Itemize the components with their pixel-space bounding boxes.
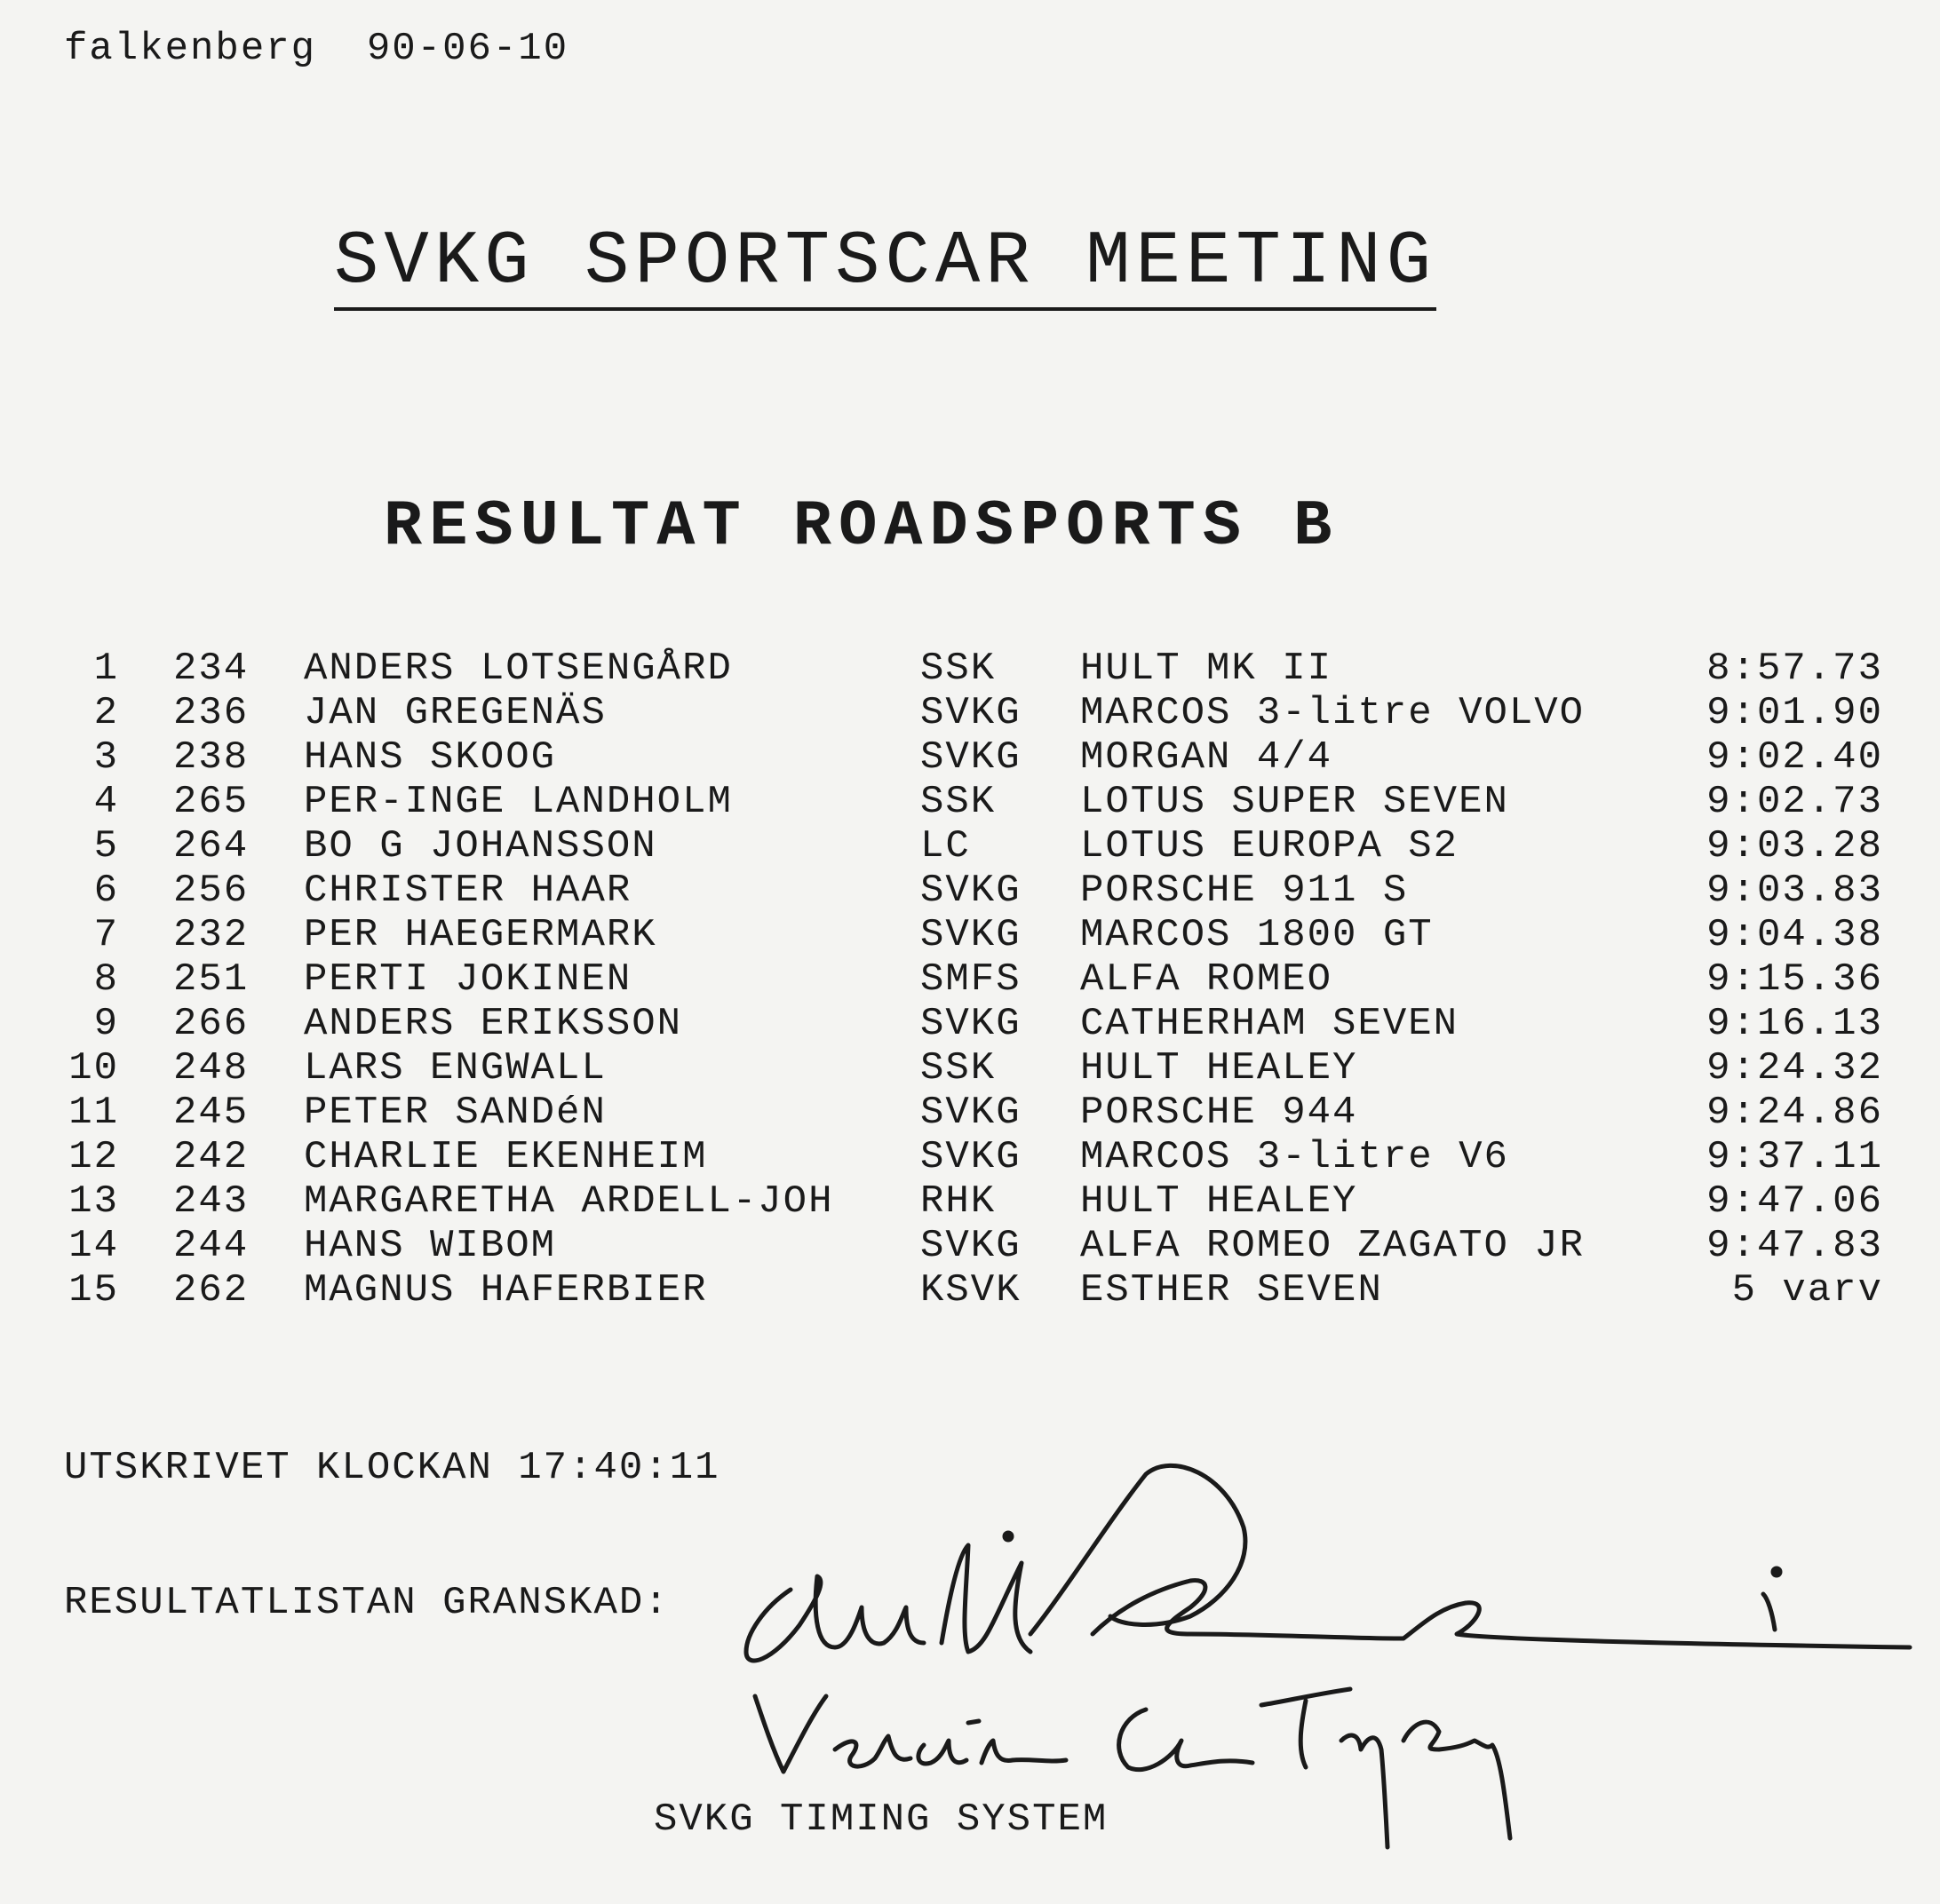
position: 2 (93, 691, 119, 735)
car-model: MORGAN 4/4 (1080, 735, 1333, 780)
lap-time: 9:24.32 (1706, 1046, 1883, 1091)
driver-name: LARS ENGWALL (304, 1046, 607, 1091)
result-row (0, 780, 1940, 824)
position: 8 (93, 957, 119, 1002)
printed-time: UTSKRIVET KLOCKAN 17:40:11 (64, 1446, 720, 1490)
club: KSVK (920, 1268, 1022, 1313)
page-title: SVKG SPORTSCAR MEETING (334, 220, 1436, 311)
club: SSK (920, 780, 997, 824)
location: falkenberg (64, 27, 317, 71)
club: SVKG (920, 735, 1022, 780)
position: 5 (93, 824, 119, 869)
result-row (0, 1046, 1940, 1091)
club: SSK (920, 647, 997, 691)
result-row (0, 1224, 1940, 1268)
lap-time: 9:02.73 (1706, 780, 1883, 824)
driver-name: ANDERS LOTSENGÅRD (304, 647, 733, 691)
position: 6 (93, 869, 119, 913)
car-number: 256 (173, 869, 250, 913)
result-row (0, 1135, 1940, 1179)
result-row (0, 647, 1940, 691)
reviewed-label: RESULTATLISTAN GRANSKAD: (64, 1581, 670, 1625)
position: 11 (68, 1091, 119, 1135)
position: 10 (68, 1046, 119, 1091)
car-model: MARCOS 3-litre V6 (1080, 1135, 1509, 1179)
car-model: LOTUS SUPER SEVEN (1080, 780, 1509, 824)
lap-time: 9:24.86 (1706, 1091, 1883, 1135)
club: SMFS (920, 957, 1022, 1002)
position: 4 (93, 780, 119, 824)
club: SVKG (920, 1091, 1022, 1135)
result-row (0, 691, 1940, 735)
club: LC (920, 824, 971, 869)
club: SVKG (920, 1224, 1022, 1268)
date: 90-06-10 (366, 27, 569, 71)
position: 1 (93, 647, 119, 691)
lap-time: 9:37.11 (1706, 1135, 1883, 1179)
car-model: HULT MK II (1080, 647, 1333, 691)
lap-time: 9:03.83 (1706, 869, 1883, 913)
car-model: PORSCHE 911 S (1080, 869, 1409, 913)
result-row (0, 735, 1940, 780)
driver-name: MAGNUS HAFERBIER (304, 1268, 708, 1313)
handwritten-signature (728, 1456, 1919, 1856)
car-model: CATHERHAM SEVEN (1080, 1002, 1459, 1046)
car-number: 265 (173, 780, 250, 824)
result-row (0, 1268, 1940, 1313)
club: SVKG (920, 1002, 1022, 1046)
result-row (0, 1091, 1940, 1135)
position: 7 (93, 913, 119, 957)
position: 9 (93, 1002, 119, 1046)
position: 14 (68, 1224, 119, 1268)
lap-time: 9:02.40 (1706, 735, 1883, 780)
driver-name: JAN GREGENÄS (304, 691, 607, 735)
car-number: 242 (173, 1135, 250, 1179)
driver-name: CHARLIE EKENHEIM (304, 1135, 708, 1179)
driver-name: PETER SANDéN (304, 1091, 607, 1135)
car-number: 262 (173, 1268, 250, 1313)
club: RHK (920, 1179, 997, 1224)
result-row (0, 1002, 1940, 1046)
car-model: MARCOS 3-litre VOLVO (1080, 691, 1586, 735)
driver-name: MARGARETHA ARDELL-JOH (304, 1179, 834, 1224)
lap-time: 9:01.90 (1706, 691, 1883, 735)
car-number: 251 (173, 957, 250, 1002)
driver-name: CHRISTER HAAR (304, 869, 632, 913)
results-subtitle: RESULTAT ROADSPORTS B (384, 490, 1340, 563)
lap-time: 9:47.83 (1706, 1224, 1883, 1268)
driver-name: ANDERS ERIKSSON (304, 1002, 683, 1046)
car-number: 238 (173, 735, 250, 780)
header-line (64, 27, 568, 71)
footer-text: SVKG TIMING SYSTEM (654, 1797, 1109, 1842)
car-number: 236 (173, 691, 250, 735)
result-row (0, 957, 1940, 1002)
car-number: 266 (173, 1002, 250, 1046)
lap-time: 8:57.73 (1706, 647, 1883, 691)
position: 12 (68, 1135, 119, 1179)
position: 3 (93, 735, 119, 780)
club: SVKG (920, 1135, 1022, 1179)
driver-name: PER-INGE LANDHOLM (304, 780, 733, 824)
position: 15 (68, 1268, 119, 1313)
club: SVKG (920, 913, 1022, 957)
car-model: LOTUS EUROPA S2 (1080, 824, 1459, 869)
result-row (0, 824, 1940, 869)
lap-time: 9:03.28 (1706, 824, 1883, 869)
car-model: ALFA ROMEO (1080, 957, 1333, 1002)
result-row (0, 913, 1940, 957)
position: 13 (68, 1179, 119, 1224)
driver-name: PERTI JOKINEN (304, 957, 632, 1002)
car-model: HULT HEALEY (1080, 1046, 1358, 1091)
result-row (0, 1179, 1940, 1224)
club: SSK (920, 1046, 997, 1091)
lap-time: 5 varv (1731, 1268, 1883, 1313)
lap-time: 9:47.06 (1706, 1179, 1883, 1224)
car-number: 264 (173, 824, 250, 869)
car-number: 245 (173, 1091, 250, 1135)
driver-name: BO G JOHANSSON (304, 824, 657, 869)
car-number: 232 (173, 913, 250, 957)
lap-time: 9:04.38 (1706, 913, 1883, 957)
car-model: ALFA ROMEO ZAGATO JR (1080, 1224, 1586, 1268)
car-number: 248 (173, 1046, 250, 1091)
driver-name: HANS WIBOM (304, 1224, 557, 1268)
lap-time: 9:15.36 (1706, 957, 1883, 1002)
car-model: PORSCHE 944 (1080, 1091, 1358, 1135)
car-model: ESTHER SEVEN (1080, 1268, 1383, 1313)
car-model: MARCOS 1800 GT (1080, 913, 1434, 957)
car-model: HULT HEALEY (1080, 1179, 1358, 1224)
driver-name: HANS SKOOG (304, 735, 557, 780)
club: SVKG (920, 691, 1022, 735)
car-number: 234 (173, 647, 250, 691)
result-row (0, 869, 1940, 913)
lap-time: 9:16.13 (1706, 1002, 1883, 1046)
club: SVKG (920, 869, 1022, 913)
car-number: 244 (173, 1224, 250, 1268)
car-number: 243 (173, 1179, 250, 1224)
driver-name: PER HAEGERMARK (304, 913, 657, 957)
